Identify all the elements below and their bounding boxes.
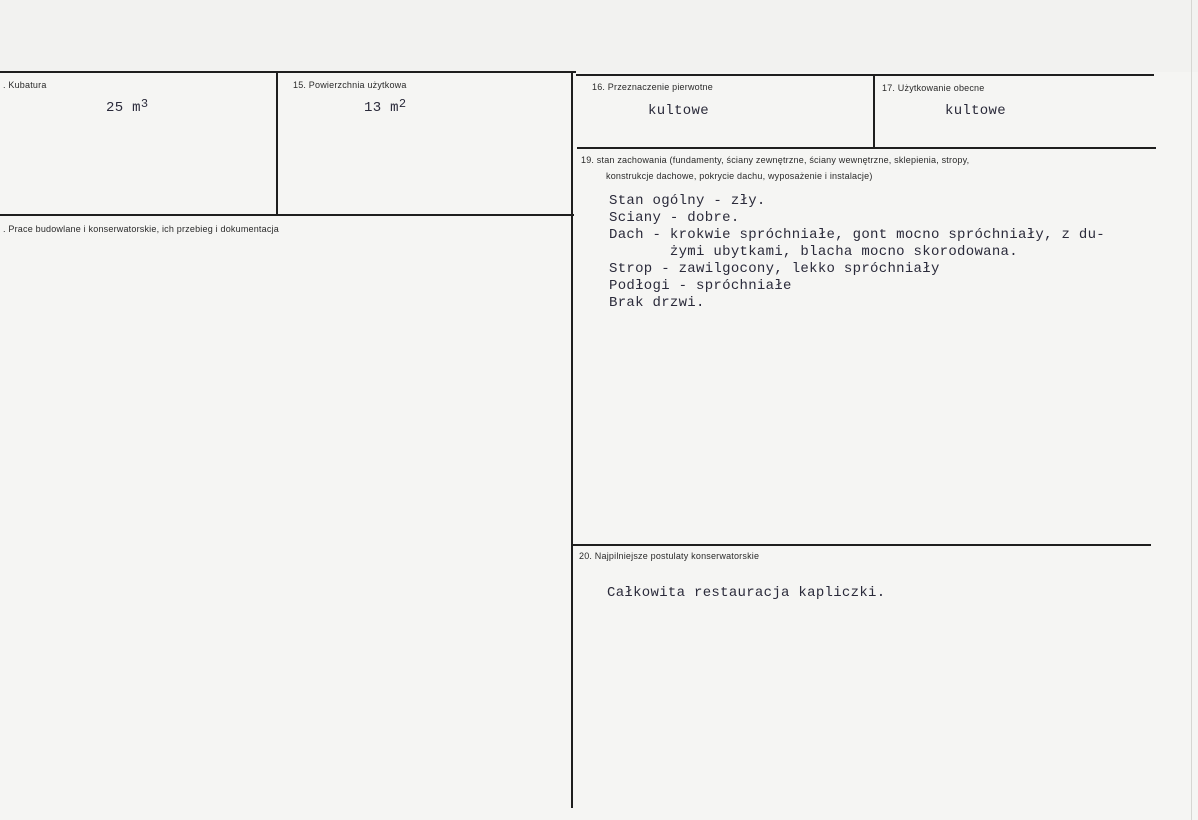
- uzytkowanie-value: kultowe: [945, 103, 1006, 119]
- row-rule-right: [577, 147, 1156, 149]
- postulaty-value: Całkowita restauracja kapliczki.: [607, 585, 886, 601]
- stan-line: Sciany - dobre.: [609, 210, 740, 226]
- powierzchnia-label: 15. Powierzchnia użytkowa: [293, 80, 407, 90]
- top-margin: [0, 0, 1198, 72]
- divider-16-17: [873, 76, 875, 148]
- kubatura-label: . Kubatura: [3, 80, 47, 90]
- powierzchnia-value: [364, 97, 407, 116]
- przeznaczenie-value: kultowe: [648, 103, 709, 119]
- przeznaczenie-label: 16. Przeznaczenie pierwotne: [592, 82, 713, 92]
- stan-line: Stan ogólny - zły.: [609, 193, 766, 209]
- powierzchnia-unit-exponent: 2: [398, 97, 407, 111]
- stan-line: Dach - krokwie spróchniałe, gont mocno spróchniały, z du-: [609, 227, 1105, 243]
- postulaty-label: 20. Najpilniejsze postulaty konserwatorskie: [579, 551, 760, 561]
- main-vertical-divider: [571, 72, 573, 808]
- top-rule-right: [576, 74, 1154, 76]
- divider-14-15: [276, 72, 278, 216]
- kubatura-unit-exponent: 3: [140, 97, 149, 111]
- top-rule-left: [0, 71, 576, 73]
- prace-label: . Prace budowlane i konserwatorskie, ich przebieg i dokumentacja: [3, 224, 279, 234]
- stan-line: Strop - zawilgocony, lekko spróchniały: [609, 261, 940, 277]
- powierzchnia-number: 13 m: [364, 100, 399, 116]
- card-edge: [1191, 0, 1192, 820]
- kubatura-number: 25 m: [106, 100, 141, 116]
- stan-line: Brak drzwi.: [609, 295, 705, 311]
- stan-label-line1: 19. stan zachowania (fundamenty, ściany zewnętrzne, ściany wewnętrzne, sklepienia, stropy,: [581, 155, 970, 165]
- kubatura-value: [106, 97, 149, 116]
- uzytkowanie-label: 17. Użytkowanie obecne: [882, 83, 985, 93]
- stan-line: Podłogi - spróchniałe: [609, 278, 792, 294]
- section-20-rule: [573, 544, 1151, 546]
- stan-text: [609, 193, 1105, 312]
- stan-label-line2: konstrukcje dachowe, pokrycie dachu, wyposażenie i instalacje): [606, 171, 873, 181]
- stan-line: żymi ubytkami, blacha mocno skorodowana.: [609, 244, 1018, 260]
- row-rule-left: [0, 214, 574, 216]
